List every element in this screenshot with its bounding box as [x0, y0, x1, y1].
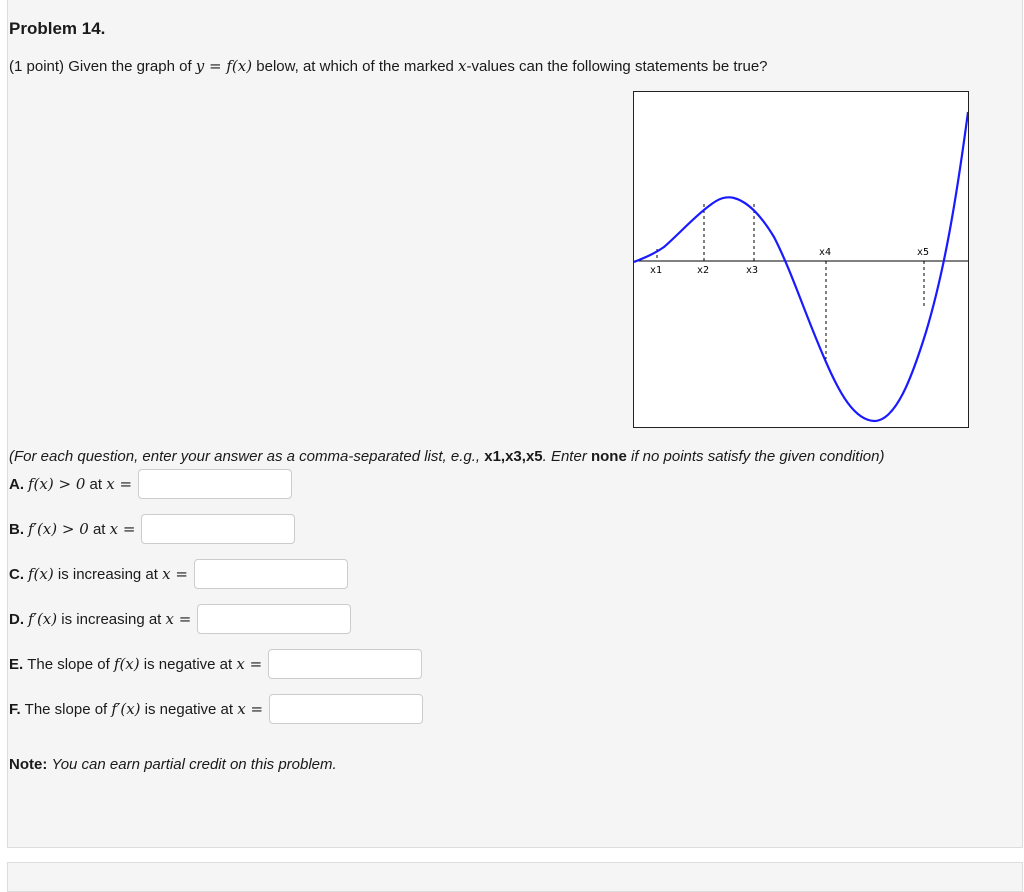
partial-credit-note: Note: You can earn partial credit on this problem.	[9, 756, 337, 773]
answer-input-d[interactable]	[197, 604, 351, 634]
question-math: f′(x)	[111, 700, 141, 718]
question-a: A. f(x) > 0 at x =	[9, 469, 292, 499]
question-letter: D.	[9, 610, 24, 628]
answer-input-b[interactable]	[141, 514, 295, 544]
question-letter: C.	[9, 565, 24, 583]
graph-svg	[634, 92, 968, 427]
answer-instructions: (For each question, enter your answer as a comma-separated list, e.g., x1,x3,x5. Enter none if no points satisfy the given condition)	[9, 448, 885, 465]
answer-input-c[interactable]	[194, 559, 348, 589]
marker-x4-label: x4	[819, 247, 832, 258]
question-math: f′(x) > 0	[28, 520, 89, 538]
marker-x3-label: x3	[746, 265, 759, 276]
answer-input-f[interactable]	[269, 694, 423, 724]
question-math: f(x)	[113, 655, 140, 673]
question-letter: E.	[9, 655, 24, 673]
question-letter: A.	[9, 475, 24, 493]
problem-intro: (1 point) Given the graph of y = f(x) below, at which of the marked x-values can the following statements be true?	[9, 57, 768, 75]
function-graph	[633, 91, 969, 428]
question-math: f′(x)	[28, 610, 58, 628]
function-curve	[634, 112, 968, 421]
marker-x2-label: x2	[697, 265, 710, 276]
question-c: C. f(x) is increasing at x =	[9, 559, 348, 589]
answer-input-a[interactable]	[138, 469, 292, 499]
answer-input-e[interactable]	[268, 649, 422, 679]
question-b: B. f′(x) > 0 at x =	[9, 514, 295, 544]
intro-equation: y = f(x)	[195, 57, 253, 75]
note-label: Note	[9, 756, 43, 773]
marker-x1-label: x1	[650, 265, 663, 276]
question-math: f(x) > 0	[28, 475, 86, 493]
question-letter: F.	[9, 700, 21, 718]
question-d: D. f′(x) is increasing at x =	[9, 604, 351, 634]
example-answer: x1,x3,x5	[484, 448, 543, 465]
marker-x5-label: x5	[917, 247, 930, 258]
question-math: f(x)	[28, 565, 54, 583]
question-e: E. The slope of f(x) is negative at x =	[9, 649, 422, 679]
none-keyword: none	[590, 448, 627, 465]
question-letter: B.	[9, 520, 24, 538]
note-text: You can earn partial credit on this problem.	[51, 756, 337, 773]
problem-title: Problem 14.	[9, 19, 106, 38]
next-problem-panel	[7, 862, 1023, 892]
question-f: F. The slope of f′(x) is negative at x =	[9, 694, 423, 724]
